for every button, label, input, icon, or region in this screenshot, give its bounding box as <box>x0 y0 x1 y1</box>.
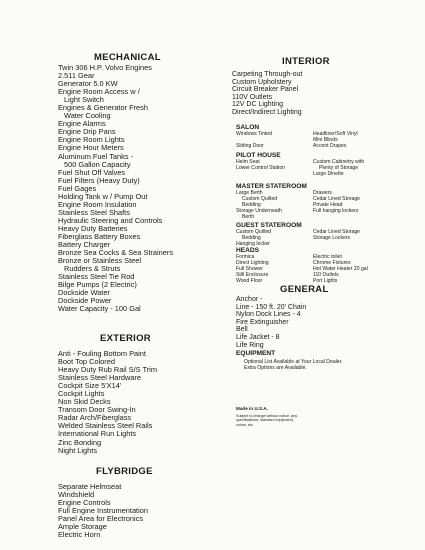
exterior-item: Night Lights <box>58 445 98 455</box>
heads-cell: Still Enclosure <box>236 271 269 278</box>
master-stateroom-cell: Custom Quilted <box>242 195 278 202</box>
heads-cell: Full Shower <box>236 265 263 272</box>
mechanical-item: Engine Drip Pans <box>58 127 116 137</box>
mechanical-heading: MECHANICAL <box>94 52 161 63</box>
mechanical-item: Aluminum Fuel Tanks - <box>58 151 134 161</box>
heads-cell: Port Lights <box>313 277 338 284</box>
guest-stateroom-cell <box>313 242 405 248</box>
pilot-house-cell <box>236 172 313 178</box>
interior-item: 110V Outlets <box>232 93 272 101</box>
flybridge-item: Windshield <box>58 490 95 500</box>
master-stateroom-cell: Private Head <box>313 201 343 208</box>
master-stateroom-cell: Large Berth <box>236 190 263 196</box>
master-stateroom-cell: Storage Underneath <box>236 207 282 214</box>
master-stateroom-cell: Cedar Lined Storage <box>313 195 361 202</box>
mechanical-item: Engine Alarms <box>58 119 106 129</box>
general-list <box>236 296 306 349</box>
mechanical-item: Bronze or Stainless Steel <box>58 256 141 266</box>
mechanical-item: Rudders & Struts <box>64 264 121 274</box>
mechanical-item: Bilge Pumps (2 Electric) <box>58 280 137 290</box>
exterior-item: Cockpit Size 5'X14' <box>58 381 122 391</box>
mechanical-item: Fuel Shut Off Valves <box>58 167 126 177</box>
interior-item: Custom Upholstery <box>232 78 292 86</box>
master-stateroom-cell: Drawers <box>313 190 332 196</box>
mechanical-item: Dockside Water <box>58 288 110 298</box>
disclaimer-line: specifications, standard equipment, <box>236 418 294 423</box>
disclaimer-note <box>236 414 297 427</box>
flybridge-item: Panel Area for Electronics <box>58 514 144 524</box>
pilot-house-cell: Helm Seat <box>236 159 260 165</box>
mechanical-item: Stainless Steel Shafts <box>58 207 130 217</box>
exterior-heading: EXTERIOR <box>100 333 151 344</box>
general-item: Life Ring <box>236 341 264 349</box>
general-item: Anchor - <box>236 296 263 303</box>
heads-cell: Hot Water Heater 20 gal <box>313 265 368 272</box>
exterior-item: International Run Lights <box>58 429 137 439</box>
mechanical-item: Water Cooling <box>64 111 111 121</box>
mechanical-item: Generator 5.0 KW <box>58 79 118 89</box>
heads-cell: Electric toilet <box>313 254 342 260</box>
mechanical-item: Battery Charger <box>58 240 111 250</box>
exterior-item: Anti - Fouling Bottom Paint <box>58 349 146 358</box>
exterior-item: Welded Stainless Steel Rails <box>58 421 153 431</box>
mechanical-list <box>58 64 173 313</box>
equipment-line: Optional List Available at Your Local Dealer. <box>244 359 343 365</box>
guest-stateroom-cell: Hanging locker <box>236 240 270 247</box>
mechanical-item: 500 Gallon Capacity <box>64 159 131 169</box>
equipment-line: Extra Options are Available. <box>244 364 307 371</box>
exterior-item: Non Skid Decks <box>58 397 111 407</box>
made-in-usa: Made in U.S.A. <box>236 406 268 411</box>
salon-cell: Accent Drapes <box>313 142 347 149</box>
mechanical-item: Dockside Power <box>58 296 112 306</box>
flybridge-item: Separate Helmseat <box>58 482 122 491</box>
flybridge-heading: FLYBRIDGE <box>96 466 153 477</box>
equipment-heading: EQUIPMENT <box>236 350 276 357</box>
guest-stateroom-cell: Storage Lockers <box>313 234 351 241</box>
mechanical-item: Engine Hour Meters <box>58 143 124 153</box>
flybridge-item: Engine Controls <box>58 498 111 508</box>
salon-cell: Sliding Door <box>236 142 264 149</box>
heads-cell: Formica <box>236 254 255 260</box>
general-item: Bell <box>236 326 248 334</box>
pilot-house-cell: Custom Cabinetry with <box>313 159 365 165</box>
mechanical-item: Twin 306 H.P. Volvo Engines <box>58 63 152 72</box>
mechanical-item: Holding Tank w / Pump Out <box>58 191 148 201</box>
salon-cell: Mini Blinds <box>313 136 338 143</box>
master-stateroom-heading: MASTER STATEROOM <box>236 183 307 190</box>
interior-item: 12V DC Lighting <box>232 101 283 109</box>
exterior-item: Boot Top Colored <box>58 357 115 367</box>
guest-stateroom-cell: Bedding <box>242 234 261 241</box>
interior-item: Circuit Breaker Panel <box>232 86 299 94</box>
mechanical-item: Hydraulic Steering and Controls <box>58 215 163 225</box>
exterior-item: Transom Door Swing-In <box>58 405 136 415</box>
guest-stateroom-list <box>236 230 405 248</box>
mechanical-item: Fuel Gages <box>58 183 97 193</box>
guest-stateroom-cell: Custom Quilted <box>236 229 272 235</box>
heads-cell: 110 Outlets <box>313 271 339 278</box>
mechanical-item: Stainless Steel Tie Rod <box>58 272 135 282</box>
flybridge-item: Full Engine Instrumentation <box>58 506 148 516</box>
flybridge-item: Ample Storage <box>58 522 107 532</box>
flybridge-list <box>58 483 148 539</box>
heads-cell: Direct Lighting <box>236 259 269 266</box>
exterior-item: Zinc Bonding <box>58 437 102 447</box>
mechanical-item: Bronze Sea Cocks & Sea Strainers <box>58 248 174 258</box>
master-stateroom-cell: Bedding <box>242 201 261 208</box>
pilot-house-cell: Large Dinette <box>313 170 344 177</box>
mechanical-item: Light Switch <box>64 95 104 105</box>
disclaimer-line: Subject to change without notice, any <box>236 414 298 418</box>
mechanical-item: Water Capacity - 100 Gal <box>58 304 141 314</box>
guest-stateroom-heading: GUEST STATEROOM <box>236 222 302 229</box>
equipment-note <box>244 360 342 372</box>
mechanical-item: Engine Room Access w / <box>58 87 140 97</box>
mechanical-item: Engines & Generator Fresh <box>58 103 148 113</box>
general-item: Fire Extinguisher <box>236 318 289 326</box>
general-heading: GENERAL <box>280 284 329 295</box>
salon-heading: SALON <box>236 124 260 131</box>
pilot-house-heading: PILOT HOUSE <box>236 152 281 159</box>
disclaimer-line: colors, etc. <box>236 422 254 427</box>
master-stateroom-cell: Full hanging lockers <box>313 207 359 214</box>
interior-item: Carpeting Through-out <box>232 71 303 78</box>
guest-stateroom-cell: Cedar Lined Storage <box>313 229 361 235</box>
interior-item: Direct/Indirect Lighting <box>232 108 302 116</box>
master-stateroom-cell: Berth <box>242 213 255 220</box>
heads-list <box>236 255 405 285</box>
salon-cell: Headliner/Soft Vinyl <box>313 131 358 137</box>
master-stateroom-cell <box>313 215 405 221</box>
flybridge-item: Electric Horn <box>58 530 101 540</box>
pilot-house-cell: Lower Control Station <box>236 164 285 171</box>
heads-cell: Wood Floor <box>236 277 263 284</box>
mechanical-item: Heavy Duty Batteries <box>58 223 128 233</box>
master-stateroom-list <box>236 191 405 221</box>
pilot-house-cell: Plenty of Storage <box>319 164 359 171</box>
exterior-item: Cockpit Lights <box>58 389 105 399</box>
interior-list <box>232 71 302 117</box>
pilot-house-list <box>236 160 405 178</box>
general-item: Line - 150 ft. 20' Chain <box>236 303 307 311</box>
mechanical-item: 2.511 Gear <box>58 71 95 81</box>
general-item: Life Jacket - 8 <box>236 333 280 341</box>
exterior-list <box>58 350 157 455</box>
mechanical-item: Engine Room Insulation <box>58 199 137 209</box>
exterior-item: Radar Arch/Fiberglass <box>58 413 132 423</box>
exterior-item: Stainless Steel Hardware <box>58 373 141 383</box>
exterior-item: Heavy Duty Rub Rail S/S Trim <box>58 365 157 375</box>
interior-heading: INTERIOR <box>282 56 330 67</box>
salon-list <box>236 132 405 150</box>
mechanical-item: Fuel Filters (Heavy Duty) <box>58 175 140 185</box>
mechanical-item: Engine Room Lights <box>58 135 125 145</box>
heads-heading: HEADS <box>236 247 260 254</box>
general-item: Nylon Dock Lines - 4 <box>236 311 301 319</box>
heads-cell: Chrome Fixtures <box>313 259 351 266</box>
mechanical-item: Fiberglass Battery Boxes <box>58 231 141 241</box>
salon-cell: Windows Tinted <box>236 131 272 137</box>
